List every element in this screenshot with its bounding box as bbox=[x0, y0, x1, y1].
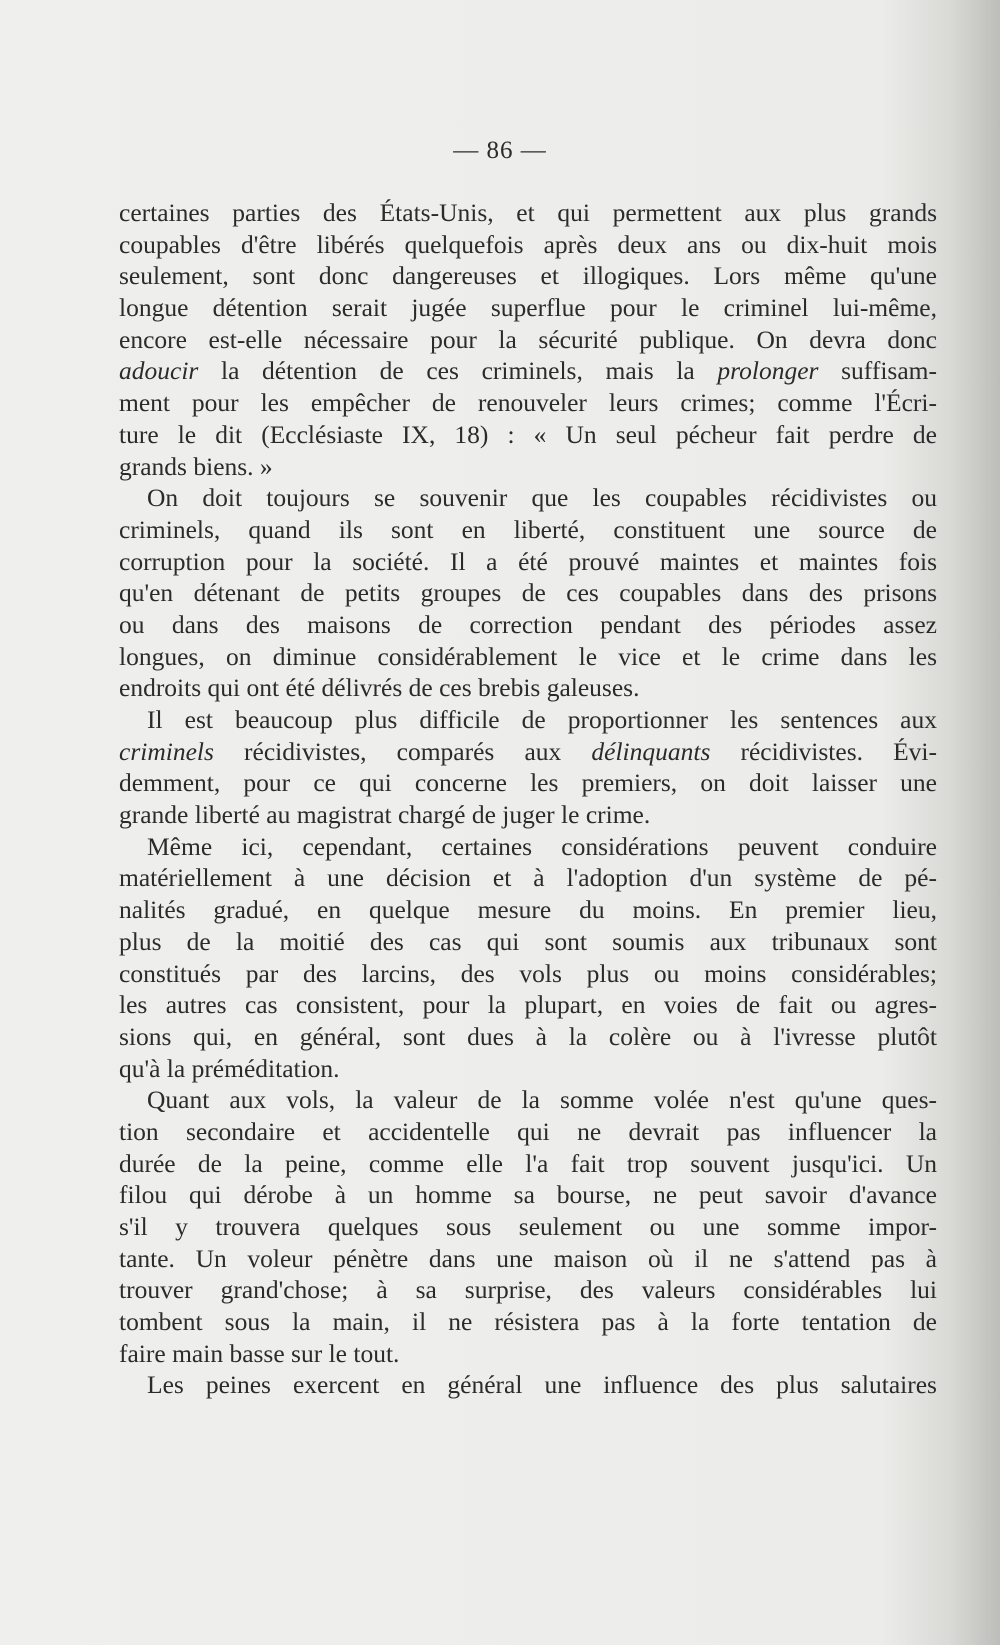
text-line bbox=[119, 736, 937, 768]
text-run: ture le dit (Ecclésiaste IX, 18) : « Un seul pécheur fait perdre de bbox=[119, 419, 937, 449]
text-run: filou qui dérobe à un homme sa bourse, ne peut savoir d'avance bbox=[119, 1180, 937, 1210]
text-run: les autres cas consistent, pour la plupart, en voies de fait ou agres- bbox=[119, 990, 937, 1020]
text-run: encore est-elle nécessaire pour la sécurité publique. On devra donc bbox=[119, 324, 937, 354]
text-run: longues, on diminue considérablement le vice et le crime dans les bbox=[119, 641, 937, 671]
text-line bbox=[119, 672, 937, 704]
text-run: la détention de ces criminels, mais la bbox=[198, 356, 718, 386]
body-text bbox=[119, 197, 937, 1401]
text-line bbox=[119, 799, 937, 831]
text-line bbox=[119, 292, 937, 324]
text-run: s'il y trouvera quelques sous seulement ou une somme impor- bbox=[119, 1212, 937, 1241]
text-line bbox=[119, 1338, 937, 1370]
text-run: On doit toujours se souvenir que les coupables récidivistes ou bbox=[147, 483, 937, 513]
text-line bbox=[119, 767, 937, 799]
text-run: Il est beaucoup plus difficile de proportionner les sentences aux bbox=[147, 705, 937, 734]
text-run: matériellement à une décision et à l'adoption d'un système de pé- bbox=[119, 863, 937, 893]
text-line bbox=[119, 1021, 937, 1053]
text-line bbox=[119, 989, 937, 1021]
text-run: Les peines exercent en général une influence des plus salutaires bbox=[147, 1370, 937, 1400]
text-run: tante. Un voleur pénètre dans une maison où il ne s'attend pas à bbox=[119, 1243, 937, 1273]
text-line bbox=[119, 546, 937, 578]
text-line bbox=[119, 387, 937, 419]
emphasized-text: prolonger bbox=[717, 356, 819, 386]
text-line bbox=[119, 1306, 937, 1338]
text-run: demment, pour ce qui concerne les premiers, on doit laisser une bbox=[119, 768, 937, 798]
text-run: grands biens. » bbox=[119, 451, 273, 481]
text-line bbox=[119, 958, 937, 990]
text-line bbox=[119, 926, 937, 958]
text-run: sions qui, en général, sont dues à la colère ou à l'ivresse plutôt bbox=[119, 1021, 937, 1051]
text-run: nalités gradué, en quelque mesure du moins. En premier lieu, bbox=[119, 895, 937, 925]
text-run: Quant aux vols, la valeur de la somme volée n'est qu'une ques- bbox=[147, 1085, 937, 1115]
text-line bbox=[119, 894, 937, 926]
text-run: certaines parties des États-Unis, et qui permettent aux plus grands bbox=[119, 198, 937, 227]
text-line bbox=[119, 1148, 937, 1180]
emphasized-text: criminels bbox=[119, 736, 214, 766]
text-line bbox=[119, 577, 937, 609]
text-run: récidivistes. Évi- bbox=[710, 736, 937, 766]
text-line bbox=[119, 1211, 937, 1243]
text-run: Même ici, cependant, certaines considérations peuvent conduire bbox=[147, 831, 937, 861]
text-run: ment pour les empêcher de renouveler leurs crimes; comme l'Écri- bbox=[119, 388, 937, 418]
text-line bbox=[119, 260, 937, 292]
text-run: coupables d'être libérés quelquefois après deux ans ou dix-huit mois bbox=[119, 229, 937, 259]
text-run: récidivistes, comparés aux bbox=[213, 736, 592, 766]
text-line bbox=[119, 419, 937, 451]
text-run: grande liberté au magistrat chargé de juger le crime. bbox=[119, 800, 651, 830]
text-line bbox=[119, 1179, 937, 1211]
text-line bbox=[119, 514, 937, 546]
emphasized-text: adoucir bbox=[119, 356, 199, 386]
text-run: plus de la moitié des cas qui sont soumis aux tribunaux sont bbox=[119, 926, 937, 956]
text-run: longue détention serait jugée superflue pour le criminel lui-même, bbox=[119, 293, 937, 323]
text-run: corruption pour la société. Il a été prouvé maintes et maintes fois bbox=[119, 546, 937, 576]
text-line bbox=[119, 482, 937, 514]
text-line bbox=[119, 1116, 937, 1148]
text-run: trouver grand'chose; à sa surprise, des valeurs considérables lui bbox=[119, 1275, 937, 1305]
text-run: qu'à la préméditation. bbox=[119, 1053, 340, 1083]
text-line bbox=[119, 1243, 937, 1275]
page-number: — 86 — bbox=[453, 137, 547, 164]
text-line bbox=[119, 609, 937, 641]
text-line bbox=[119, 229, 937, 261]
text-run: qu'en détenant de petits groupes de ces coupables dans des prisons bbox=[119, 578, 937, 608]
text-run: endroits qui ont été délivrés de ces brebis galeuses. bbox=[119, 673, 640, 703]
text-line bbox=[119, 641, 937, 673]
text-line bbox=[119, 355, 937, 387]
text-run: tombent sous la main, il ne résistera pas à la forte tentation de bbox=[119, 1307, 937, 1337]
text-line bbox=[119, 451, 937, 483]
text-line bbox=[119, 704, 937, 736]
text-line bbox=[119, 1369, 937, 1401]
text-run: faire main basse sur le tout. bbox=[119, 1338, 400, 1368]
text-run: ou dans des maisons de correction pendant des périodes assez bbox=[119, 609, 937, 639]
text-line bbox=[119, 197, 937, 229]
text-line bbox=[119, 1053, 937, 1085]
text-line bbox=[119, 1274, 937, 1306]
text-run: durée de la peine, comme elle l'a fait trop souvent jusqu'ici. Un bbox=[119, 1148, 937, 1178]
text-run: tion secondaire et accidentelle qui ne devrait pas influencer la bbox=[119, 1116, 937, 1146]
text-run: seulement, sont donc dangereuses et illogiques. Lors même qu'une bbox=[119, 261, 937, 291]
text-line bbox=[119, 831, 937, 863]
text-run: suffisam- bbox=[818, 356, 937, 386]
text-line bbox=[119, 324, 937, 356]
emphasized-text: délinquants bbox=[591, 736, 711, 766]
text-run: criminels, quand ils sont en liberté, constituent une source de bbox=[119, 514, 937, 544]
text-run: constitués par des larcins, des vols plus ou moins considérables; bbox=[119, 958, 937, 988]
text-line bbox=[119, 862, 937, 894]
text-line bbox=[119, 1084, 937, 1116]
